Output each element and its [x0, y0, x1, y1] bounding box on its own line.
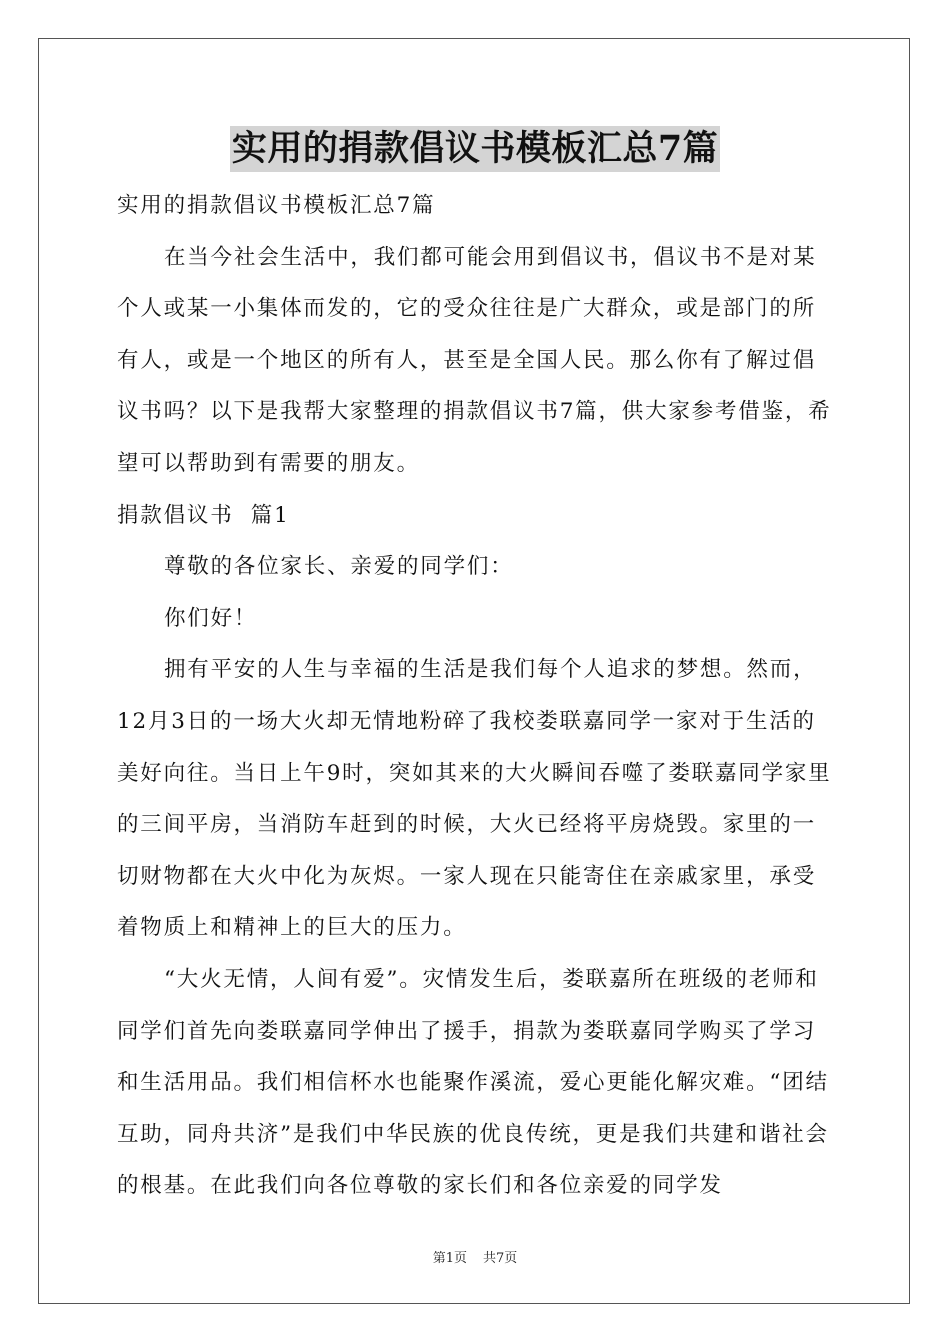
intro-paragraph: 在当今社会生活中，我们都可能会用到倡议书，倡议书不是对某个人或某一小集体而发的，它的受众往往是广大群众，或是部门的所有人，或是一个地区的所有人，甚至是全国人民。那么你有了解过倡议书吗？以下是我帮大家整理的捐款倡议书7篇，供大家参考借鉴，希望可以帮助到有需要的朋友。: [117, 244, 832, 476]
document-body: [117, 180, 837, 1212]
document-title: 实用的捐款倡议书模板汇总7篇: [230, 126, 720, 172]
page-total: 共7页: [483, 1251, 518, 1266]
page-number: 第1页: [432, 1251, 467, 1266]
section-heading: 捐款倡议书 篇1: [117, 502, 290, 528]
subtitle-line: 实用的捐款倡议书模板汇总7篇: [117, 193, 436, 218]
body-paragraph-2: “大火无情，人间有爱”。灾情发生后，娄联嘉所在班级的老师和同学们首先向娄联嘉同学伸出了援手，捐款为娄联嘉同学购买了学习和生活用品。我们相信杯水也能聚作溪流，爱心更能化解灾难。“团结互助，同舟共济”是我们中华民族的优良传统，更是我们共建和谐社会的根基。在此我们向各位尊敬的家长们和各位亲爱的同学发: [117, 966, 829, 1199]
title-container: [0, 126, 950, 172]
salutation: 尊敬的各位家长、亲爱的同学们：: [164, 554, 514, 580]
greeting: 你们好！: [164, 605, 258, 631]
page-footer: [0, 1247, 950, 1266]
body-paragraph-1: 拥有平安的人生与幸福的生活是我们每个人追求的梦想。然而，12月3日的一场大火却无情地粉碎了我校娄联嘉同学一家对于生活的美好向往。当日上午9时，突如其来的大火瞬间吞噬了娄联嘉同学家里的三间平房，当消防车赶到的时候，大火已经将平房烧毁。家里的一切财物都在大火中化为灰烬。一家人现在只能寄住在亲戚家里，承受着物质上和精神上的巨大的压力。: [117, 657, 832, 941]
